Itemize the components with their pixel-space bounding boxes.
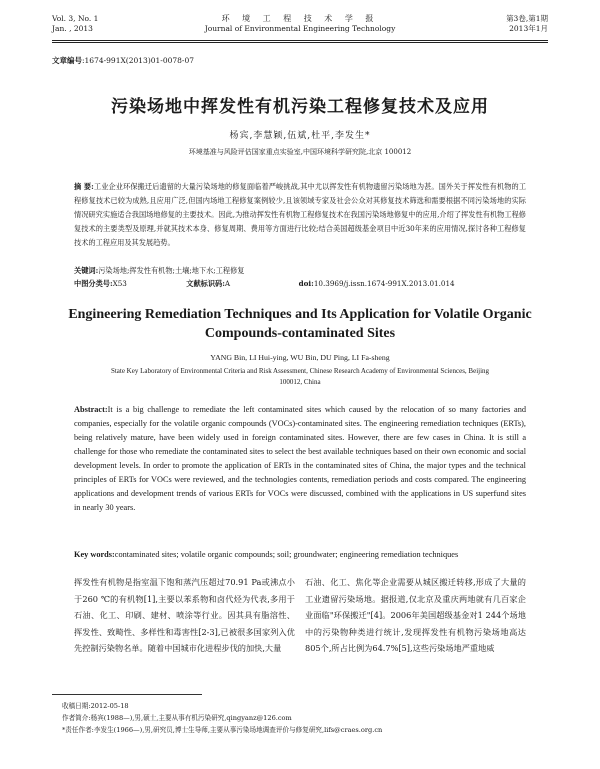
cn-keywords-text: 污染场地;挥发性有机物;土壤;地下水;工程修复 bbox=[98, 266, 245, 275]
classification-line bbox=[74, 278, 526, 290]
cn-abstract-text: 工业企业环保搬迁后遗留的大量污染场地的修复面临着严峻挑战,其中尤以挥发性有机物遗留污染场地为甚。国外关于挥发性有机物的工程修复技术已较为成熟,且应用广泛,但国内场地工程修复案例较少,且该领域专家及社会公众对其修复技术筛选和需要根据不同污染场地的实际情况研究实施适合我国场地修复的主要技术。因此,为推动挥发性有机物工程修复技术在我国污染场地修复中的应用,介绍了挥发性有机物工程修复技术的主要类型及原理,并就其技术本身、修复周期、费用等方面进行比较;结合美国超级基金项目中近30年来的应用情况,探讨各种工程修复技术的工程应用及其发展趋势。 bbox=[74, 182, 527, 247]
doi-value: 10.3969/j.issn.1674-991X.2013.01.014 bbox=[313, 279, 455, 288]
en-authors: YANG Bin, LI Hui-ying, WU Bin, DU Ping, LI Fa-sheng bbox=[210, 353, 390, 362]
journal-title-cn: 环 境 工 程 技 术 学 报 bbox=[221, 14, 379, 23]
en-affiliation: State Key Laboratory of Environmental Criteria and Risk Assessment, Chinese Research Academy of Environmental Sciences, Beijing 100012, China bbox=[110, 367, 490, 386]
footnotes bbox=[62, 700, 548, 736]
clc-label: 中图分类号: bbox=[74, 279, 113, 288]
issue-date-cn: 2013年1月 bbox=[509, 24, 548, 33]
cn-keywords-label: 关键词: bbox=[74, 266, 99, 275]
cn-title: 污染场地中挥发性有机污染工程修复技术及应用 bbox=[111, 97, 489, 117]
footnote-divider bbox=[52, 694, 202, 695]
issue-date-en: Jan. , 2013 bbox=[52, 24, 93, 33]
doc-code bbox=[186, 278, 296, 290]
volume-number: Vol. 3, No. 1 bbox=[52, 14, 99, 23]
clc-value: X53 bbox=[112, 279, 127, 288]
doi bbox=[299, 278, 455, 290]
corresponding-author: *责任作者:李发生(1966—),男,研究员,博士生导师,主要从事污染场地调查评价与修复研究,lifs@craes.org.cn bbox=[62, 726, 383, 734]
en-keywords-label: Key words: bbox=[74, 550, 115, 559]
article-number-value: :1674-991X(2013)01-0078-07 bbox=[82, 56, 194, 65]
doc-value: A bbox=[224, 279, 231, 288]
en-abstract-text: It is a big challenge to remediate the left contaminated sites which caused by the relocation of so many factories and companies, especially for the volatile organic compounds (VOCs)-contaminated sites. The engineering remediation techniques (ERTs), being relatively mature, have been widely used in foreign contaminated sites. However, there are few cases in China. It is still a challenge for those who remediate the contaminated sites to select the best available techniques based on their own economic and social development levels. In order to promote the application of ERTs in the contaminated sites of China, the major types and the technical principles of ERTs for VOCs were reviewed, and the technologies contents, remediation periods and costs compared. The engineering applications and development trends of various ERTs for VOCs were discussed, combined with the applications in US superfund sites in nearly 30 years. bbox=[74, 405, 526, 512]
en-keywords bbox=[74, 549, 526, 561]
en-abstract bbox=[74, 403, 526, 515]
header-divider bbox=[52, 40, 548, 43]
journal-title-en: Journal of Environmental Engineering Technology bbox=[204, 24, 396, 33]
received-date: 收稿日期:2012-05-18 bbox=[62, 702, 129, 710]
en-keywords-text: contaminated sites; volatile organic compounds; soil; groundwater; engineering remediation techniques bbox=[114, 550, 459, 559]
cn-affiliation: 环境基准与风险评估国家重点实验室,中国环境科学研究院,北京 100012 bbox=[188, 148, 412, 156]
issue-info bbox=[506, 14, 548, 34]
cn-abstract-label: 摘 要: bbox=[74, 182, 94, 191]
clc-code bbox=[74, 278, 184, 290]
author-bio: 作者简介:杨宾(1988—),男,硕士,主要从事有机污染研究,qingyanz@126.com bbox=[62, 714, 292, 722]
en-title-line-2: Compounds-contaminated Sites bbox=[204, 326, 396, 341]
journal-name bbox=[52, 14, 548, 34]
cn-abstract bbox=[74, 180, 526, 250]
en-title-line-1: Engineering Remediation Techniques and Its Application for Volatile Organic bbox=[68, 307, 532, 322]
body-column-left: 挥发性有机物是指室温下饱和蒸汽压超过70.91 Pa或沸点小于260 ℃的有机物[1],主要以苯系物和卤代烃为代表,多用于石油、化工、印刷、建材、喷涂等行业。因其具有脂溶性、挥发性、致畸性、多样性和毒害性[2-3],已被很多国家列入优先控制污染物名单。随着中国城市化进程步伐的加快,大量 bbox=[74, 577, 295, 653]
cn-keywords bbox=[74, 265, 526, 277]
volume-number-cn: 第3卷,第1期 bbox=[506, 14, 548, 23]
doc-label: 文献标识码: bbox=[186, 279, 225, 288]
doi-label: doi: bbox=[298, 279, 314, 288]
en-title bbox=[40, 305, 560, 343]
en-abstract-label: Abstract: bbox=[74, 405, 108, 414]
article-number bbox=[52, 55, 194, 66]
body-column-right: 石油、化工、焦化等企业需要从城区搬迁转移,形成了大量的工业遗留污染场地。据报道,仅北京及重庆两地就有几百家企业面临"环保搬迁"[4]。2006年美国超级基金对1 244个场地中的污染物种类进行统计,发现挥发性有机物污染场地高达805个,所占比例为64.7%[5],这些污染场地严重地威 bbox=[305, 577, 526, 653]
article-number-label: 文章编号 bbox=[52, 56, 82, 65]
cn-authors: 杨宾,李慧颖,伍斌,杜平,李发生* bbox=[229, 131, 371, 141]
